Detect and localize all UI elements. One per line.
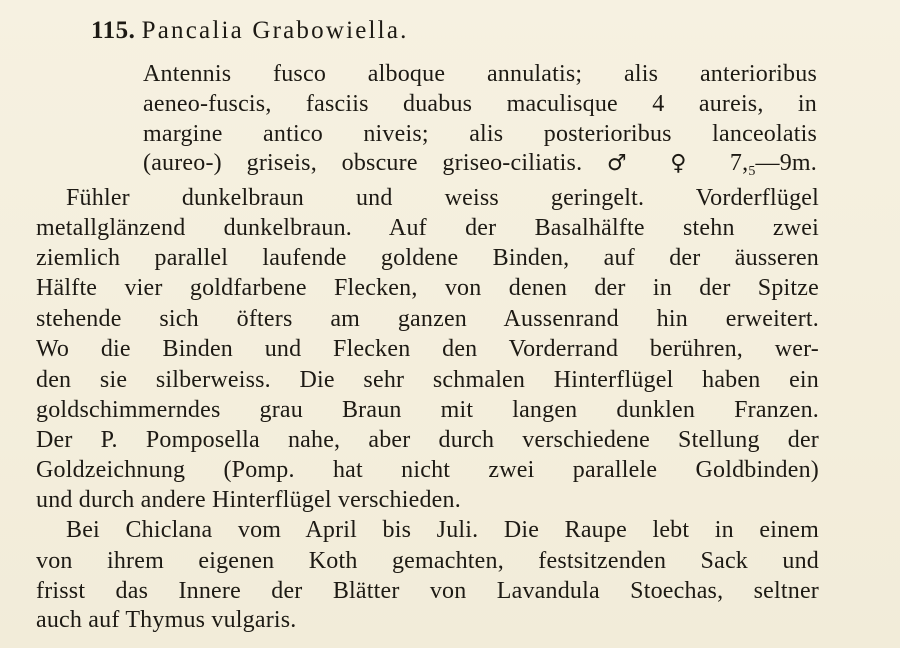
species-title: Pancalia Grabowiella. [141, 17, 409, 44]
species-number: 115. [91, 17, 136, 44]
size-a-subscript: 5 [748, 164, 756, 179]
german-line-3: ziemlich parallel laufende goldene Binden, auf der äusseren [36, 245, 819, 271]
latin-line-3: margine antico niveis; alis posterioribus lanceolatis [143, 121, 817, 147]
habitat-line-1: Bei Chiclana vom April bis Juli. Die Raupe lebt in einem [66, 517, 819, 543]
german-line-2: metallglänzend dunkelbraun. Auf der Basalhälfte stehn zwei [36, 215, 819, 241]
german-line-11: und durch andere Hinterflügel verschieden. [36, 487, 461, 513]
habitat-line-3: frisst das Innere der Blätter von Lavandula Stoechas, seltner [36, 578, 819, 604]
german-line-5: stehende sich öfters am ganzen Aussenrand hin erweitert. [36, 306, 819, 332]
habitat-line-4: auch auf Thymus vulgaris. [36, 607, 297, 633]
size-range [607, 150, 817, 179]
male-symbol-icon: ♂ [607, 151, 646, 176]
german-line-4: Hälfte vier goldfarbene Flecken, von denen der in der Spitze [36, 275, 819, 301]
female-symbol-icon: ♀ [670, 151, 706, 176]
latin-line-1: Antennis fusco alboque annulatis; alis anterioribus [143, 61, 817, 87]
species-heading [91, 14, 409, 48]
german-line-7: den sie silberweiss. Die sehr schmalen Hinterflügel haben ein [36, 367, 819, 393]
german-line-6: Wo die Binden und Flecken den Vorderrand berühren, wer- [36, 336, 819, 362]
german-line-1: Fühler dunkelbraun und weiss geringelt. Vorderflügel [66, 185, 819, 211]
latin-line-2: aeneo-fuscis, fasciis duabus maculisque 4 aureis, in [143, 91, 817, 117]
german-line-9: Der P. Pomposella nahe, aber durch verschiedene Stellung der [36, 427, 819, 453]
latin-line-4-text: (aureo-) griseis, obscure griseo-ciliatis. [143, 150, 583, 176]
habitat-line-2: von ihrem eigenen Koth gemachten, festsitzenden Sack und [36, 548, 819, 574]
german-line-10: Goldzeichnung (Pomp. hat nicht zwei parallele Goldbinden) [36, 457, 819, 483]
size-b: —9m. [755, 150, 817, 176]
german-line-8: goldschimmerndes grau Braun mit langen dunklen Franzen. [36, 397, 819, 423]
size-a: 7, [729, 150, 749, 176]
latin-line-4 [143, 148, 817, 187]
